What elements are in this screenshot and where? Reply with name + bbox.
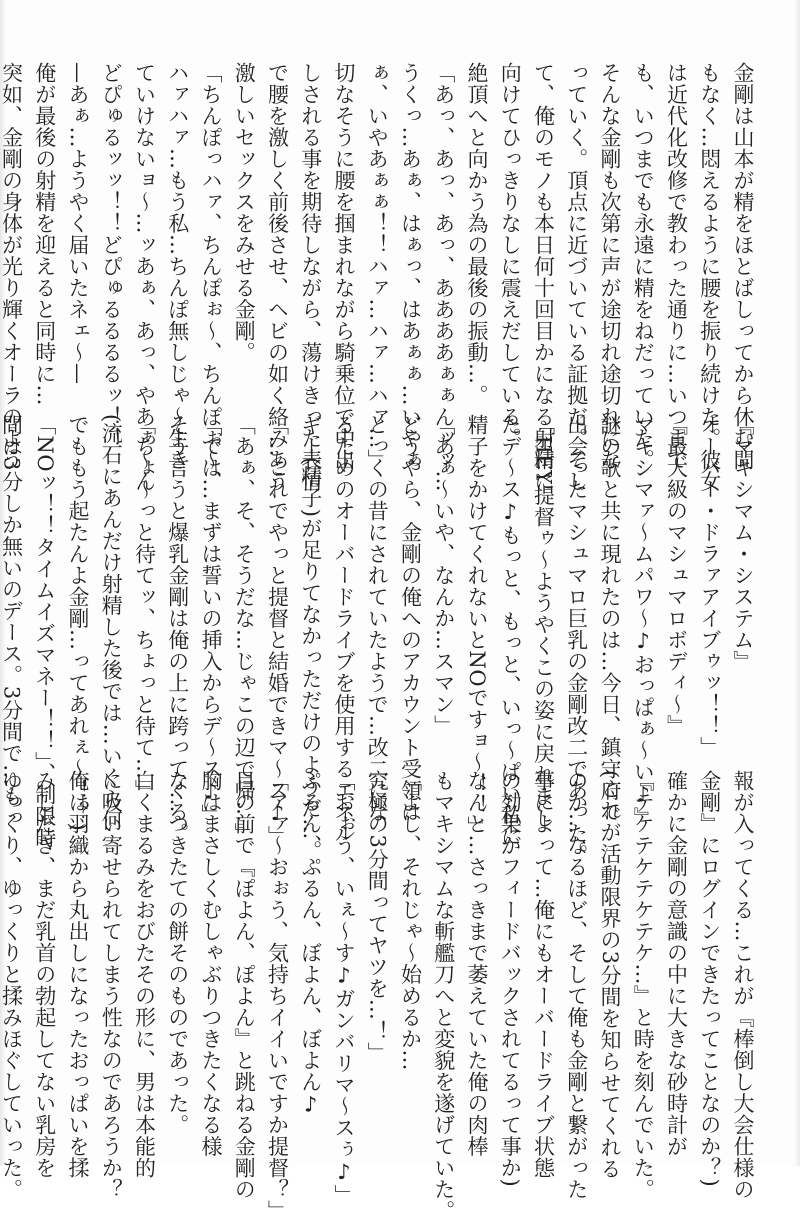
text-column: 「ちょ〜っと待てッ、ちょっと待て…」 bbox=[132, 414, 157, 801]
text-column: ゆっくり、ゆっくりと揉みほぐしていった。 bbox=[0, 770, 24, 1200]
text-column: の効果がフィードバックされてるって事か) bbox=[498, 770, 523, 1188]
text-column: も、いつまでも永遠に精をねだっていた。 bbox=[631, 62, 656, 471]
text-column: ハァハァ…もう私…ちんぽ無しじゃ〜生き bbox=[165, 62, 190, 471]
text-column: るためのオーバードライブを使用するエネル bbox=[332, 414, 356, 844]
text-column: 金剛は山本が精をほとばしってから休む間 bbox=[731, 62, 755, 471]
text-column: もマキシマムな斬艦刀へと変貌を遂げていた。 bbox=[431, 770, 456, 1222]
text-column: ぁ、いやあぁぁ！！ハァ…ハァ…ハァ…」 bbox=[365, 62, 390, 471]
text-column: 俺が最後の射精を迎えると同時に… bbox=[32, 62, 57, 406]
text-column: 確かに金剛の意識の中に大きな砂時計が bbox=[664, 770, 689, 1157]
text-column: 俺は羽織から丸出しになったおっぱいを揉 bbox=[66, 770, 90, 1179]
text-column: うくっ…あぁ、はぁっ、はあぁぁ…いやぁ bbox=[398, 62, 423, 471]
text-column: どうやら、金剛の俺へのアカウント受領は bbox=[398, 414, 423, 823]
text-column: 出会ったマシュマロ巨乳の金剛改二であった。 bbox=[564, 414, 589, 866]
text-column: なんと…さっきまで萎えていた俺の肉棒 bbox=[465, 770, 489, 1157]
text-column: 激しいセックスをみせる金剛。 bbox=[232, 62, 257, 363]
text-column: 「あぁ、そ、そうだな…じゃこの辺で帰…」 bbox=[232, 414, 257, 844]
text-column: 「よし、それじゃ〜始めるか… bbox=[398, 770, 423, 1071]
text-column: 「ちんぽっハァ、ちんぽぉ〜、ちんぽぉ〜、 bbox=[199, 62, 223, 492]
text-column: 「あぁ〜いや、なんか…スマン」 bbox=[431, 414, 456, 737]
text-column: 「…これでやっと提督と結婚できマ〜ス♪」 bbox=[265, 414, 290, 847]
text-column: て、俺のモノも本日何十回目かになる射精に bbox=[531, 62, 556, 492]
text-column: ぷるん、ぷるん、ぼよん、ぼよん♪ bbox=[298, 770, 323, 1117]
text-column: でももう起たんよ金剛…ってあれぇ〜！？) bbox=[66, 414, 90, 832]
text-column: 「アァ〜おぉう、気持ちイイいですか提督？」 bbox=[265, 770, 290, 1222]
text-column: (これが活動限界の3分間を知らせてくれる bbox=[598, 770, 622, 1180]
text-column: 『最大級のマシュマロボディ〜』 bbox=[664, 414, 689, 737]
text-column: 究極の3分間ってヤツを…！」 bbox=[365, 770, 390, 1064]
text-column: とっくの昔にされていたようで…改二にな bbox=[365, 414, 390, 823]
text-column: 「あっ、あっ、あっ、ああああぁぁんッッ… bbox=[431, 62, 456, 492]
text-column: 目の前で『ぽよん、ぽよん』と跳ねる金剛の bbox=[232, 770, 257, 1200]
text-column: っていく。頂点に近づいている証拠だ。そし bbox=[564, 62, 589, 492]
text-column: 「HEY提督ゥ〜ようやくこの姿に戻れまし bbox=[531, 414, 556, 829]
text-column: (流石にあんだけ射精した後では…いくら何 bbox=[99, 414, 124, 832]
text-column: もなく…悶えるように腰を振り続けた。彼女 bbox=[697, 62, 722, 492]
text-band-top bbox=[0, 62, 756, 492]
text-column: たデ〜ス♪もっと、もっと、いっ〜ぱい私に bbox=[498, 414, 523, 847]
page-edge-right bbox=[794, 0, 800, 1166]
text-column: オーバー・ドラァアイブゥッ！！」 bbox=[697, 414, 722, 758]
text-column: に吸い寄せられてしまう性なのであろうか？ bbox=[99, 770, 124, 1200]
text-band-middle bbox=[0, 414, 756, 866]
text-column: 白くまるみをおびたその形に、男は本能的 bbox=[132, 770, 157, 1179]
text-column: そんな金剛も次第に声が途切れ途切れにな bbox=[598, 62, 622, 471]
text-column: 絶頂へと向かう為の最後の振動…。 bbox=[465, 62, 489, 406]
text-column: 「おぉう、いぇ〜す♪ガンバリマ〜スぅ♪」 bbox=[332, 770, 356, 1206]
text-column: は近代化改修で教わった通りに…いつまで bbox=[664, 62, 689, 471]
text-column: のか…なるほど、そして俺も金剛と繋がった bbox=[564, 770, 589, 1200]
text-column: —あぁ…ようやく届いたネェ〜— bbox=[66, 62, 90, 385]
text-column: 「では…まずは誓いの挿入からデ〜ス♪」 bbox=[199, 414, 223, 826]
text-column: 切なそうに腰を掴まれながら騎乗位で中出 bbox=[332, 62, 356, 471]
text-column: で腰を激しく前後させ、ヘビの如く絡みあう bbox=[265, 62, 290, 492]
text-column: 報が入ってくる…これが『棒倒し大会仕様の bbox=[731, 770, 755, 1200]
text-column: そう言うと爆乳金剛は俺の上に跨ってくる。 bbox=[165, 414, 190, 844]
text-column: みしだき、まだ乳首の勃起してない乳房を bbox=[32, 770, 57, 1179]
text-column: しされる事を期待しながら、蕩けきった表情 bbox=[298, 62, 323, 492]
text-column: ギー(精子)が足りてなかっただけのようだ…。 bbox=[298, 414, 323, 862]
text-column: 突如、金剛の身体が光り輝くオーラのよう bbox=[0, 62, 24, 471]
text-column: 「NOッ！！タイムイズマネー！！」、制限時 bbox=[32, 414, 57, 849]
text-column: マキシマァ〜ムパワ〜♪おっぱぁ〜い♪』 bbox=[631, 414, 656, 829]
text-column: 精子をかけてくれないとNOですョ〜！！」 bbox=[465, 414, 489, 838]
text-column: どぴゅるッッ！！どぴゅるるるるッ！！ bbox=[99, 62, 124, 449]
text-column: 金剛』にログインできたってことなのか？) bbox=[697, 770, 722, 1188]
text-column: 謎の歌と共に現れたのは…今日、鎮守府で bbox=[598, 414, 622, 823]
text-column: 『テケテケテケテケ…』と時を刻んでいた。 bbox=[631, 770, 656, 1200]
text-column: 『マキシマム・システム』 bbox=[731, 414, 755, 672]
text-column: 向けてひっきりなしに震えだしている。 bbox=[498, 62, 523, 449]
text-column: な…つきたての餅そのものであった。 bbox=[165, 770, 190, 1136]
text-band-bottom bbox=[0, 770, 756, 1222]
text-column: 胸はまさしくむしゃぶりつきたくなる様 bbox=[199, 770, 223, 1157]
text-column: ていけないョ〜…ッあぁ、あっ、やあぁ〜ん bbox=[132, 62, 157, 492]
text-column: 事によって…俺にもオーバードライブ状態 bbox=[531, 770, 556, 1179]
text-column: 間は3分しか無いのデース。3分間で…もっ bbox=[0, 414, 24, 829]
